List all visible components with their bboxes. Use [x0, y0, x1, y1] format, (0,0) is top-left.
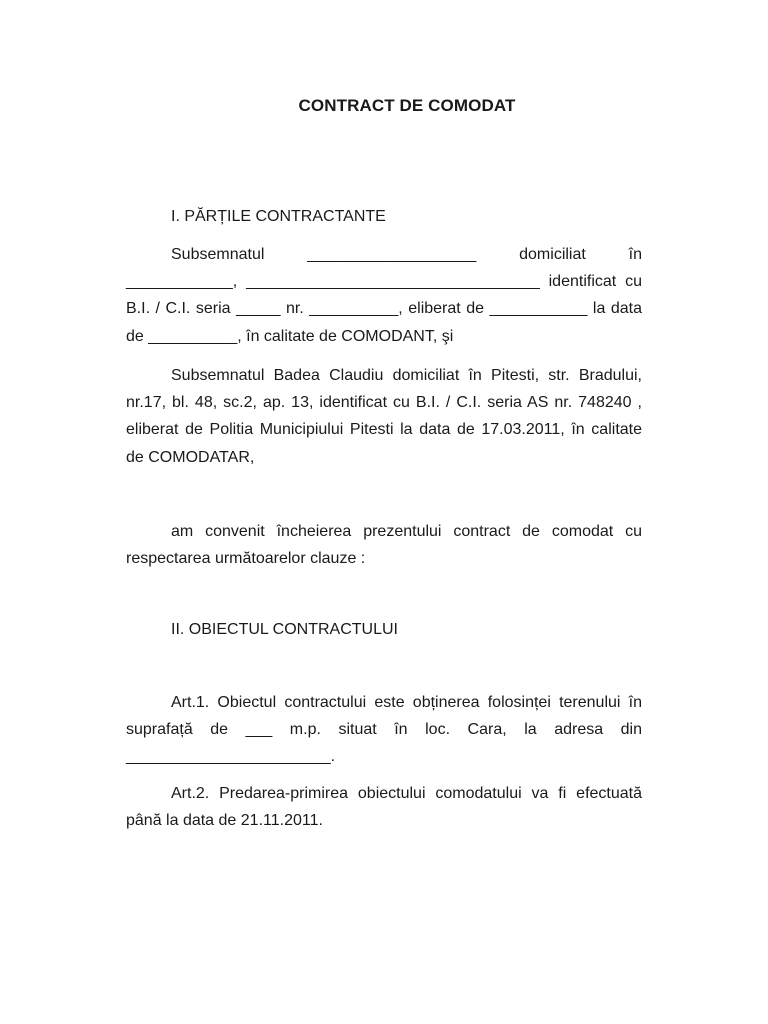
document-title: CONTRACT DE COMODAT: [298, 96, 516, 115]
paragraph-agreement: am convenit încheierea prezentului contract de comodat cu respectarea următoarelor clauze :: [126, 523, 642, 568]
paragraph-comodant: Subsemnatul ___________________ domiciliat în ____________, _________________________________ identificat cu B.I. / C.I. seria _____ nr. __________, eliberat de ___________ la data de __________, în calitate de COMODANT, şi: [126, 246, 642, 345]
article-2: Art.2. Predarea-primirea obiectului comodatului va fi efectuată până la data de 21.11.2011.: [126, 785, 642, 830]
article-1: Art.1. Obiectul contractului este obținerea folosinței terenului în suprafață de ___ m.p. situat în loc. Cara, la adresa din _______________________.: [126, 694, 642, 766]
section-heading-parties: I. PĂRȚILE CONTRACTANTE: [171, 208, 386, 225]
paragraph-comodatar: Subsemnatul Badea Claudiu domiciliat în Pitesti, str. Bradului, nr.17, bl. 48, sc.2, ap. 13, identificat cu B.I. / C.I. seria AS nr. 748240 , eliberat de Politia Municipiului Pitesti la data de 17.03.2011, în calitate de COMODATAR,: [126, 367, 642, 466]
section-heading-object: II. OBIECTUL CONTRACTULUI: [171, 621, 398, 638]
